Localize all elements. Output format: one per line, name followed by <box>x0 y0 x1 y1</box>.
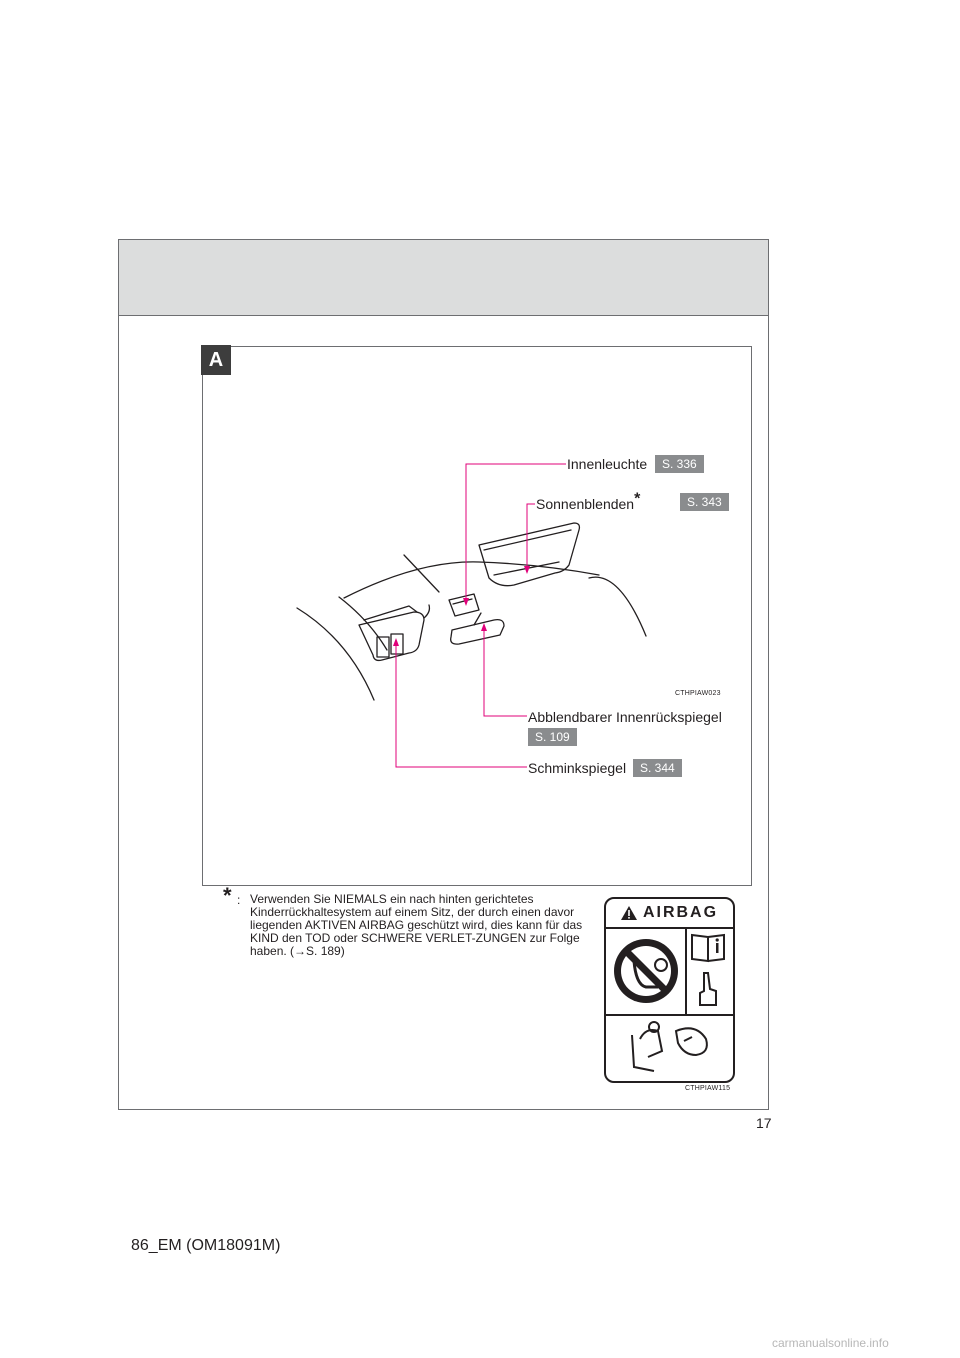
section-tab: A <box>201 345 231 375</box>
callout-spiegel-label: Abblendbarer Innenrückspiegel <box>528 709 722 725</box>
manual-book-icon <box>692 935 724 961</box>
airbag-warning-label <box>604 897 735 1083</box>
page-ref-sonnenblenden[interactable]: S. 343 <box>680 493 729 511</box>
page-ref-innenleuchte[interactable]: S. 336 <box>655 455 704 473</box>
car-interior-drawing <box>297 523 646 700</box>
footnote-marker: * <box>634 490 641 508</box>
airbag-label-title <box>606 899 733 929</box>
figure-code-interior: CTHPIAW023 <box>675 690 721 697</box>
sonnenblenden-text: Sonnenblenden <box>536 496 635 512</box>
page-ref-spiegel[interactable]: S. 109 <box>528 728 577 746</box>
footnote-text: Verwenden Sie NIEMALS ein nach hinten gerichtetes Kinderrückhaltesystem auf einem Sitz, der durch einen davor liegenden AKTIVEN AIRBAG geschützt wird, dies kann für das KIND den TOD oder SCHWERE VERLET-ZUNGEN zur Folge haben. (→S. 189) <box>250 892 583 958</box>
footnote-star: * <box>223 883 232 908</box>
child-seat-airbag-icon <box>632 1022 707 1071</box>
airbag-title-text: AIRBAG <box>642 904 719 921</box>
figure-code-airbag: CTHPIAW115 <box>685 1085 731 1092</box>
pointing-hand-icon <box>700 973 716 1005</box>
callout-innenleuchte-label: Innenleuchte <box>567 456 648 472</box>
footnote-colon: : <box>237 893 241 907</box>
callout-line-spiegel <box>484 627 527 716</box>
page-number: 17 <box>756 1115 772 1131</box>
callout-arrowheads <box>393 566 530 646</box>
document-code: 86_EM (OM18091M) <box>131 1237 281 1254</box>
page-ref-schminkspiegel[interactable]: S. 344 <box>633 759 682 777</box>
content-frame <box>118 239 769 1110</box>
callout-line-innenleuchte <box>466 464 566 602</box>
callout-line-schminkspiegel <box>396 642 527 767</box>
callout-sonnenblenden-label <box>536 490 641 512</box>
watermark: carmanualsonline.info <box>772 1336 889 1350</box>
warning-triangle-icon <box>621 906 637 920</box>
no-rear-facing-seat-icon <box>614 939 678 1003</box>
callout-schminkspiegel-label: Schminkspiegel <box>528 760 627 776</box>
airbag-pictograms <box>606 927 733 1081</box>
callout-line-sonnenblenden <box>527 504 535 570</box>
